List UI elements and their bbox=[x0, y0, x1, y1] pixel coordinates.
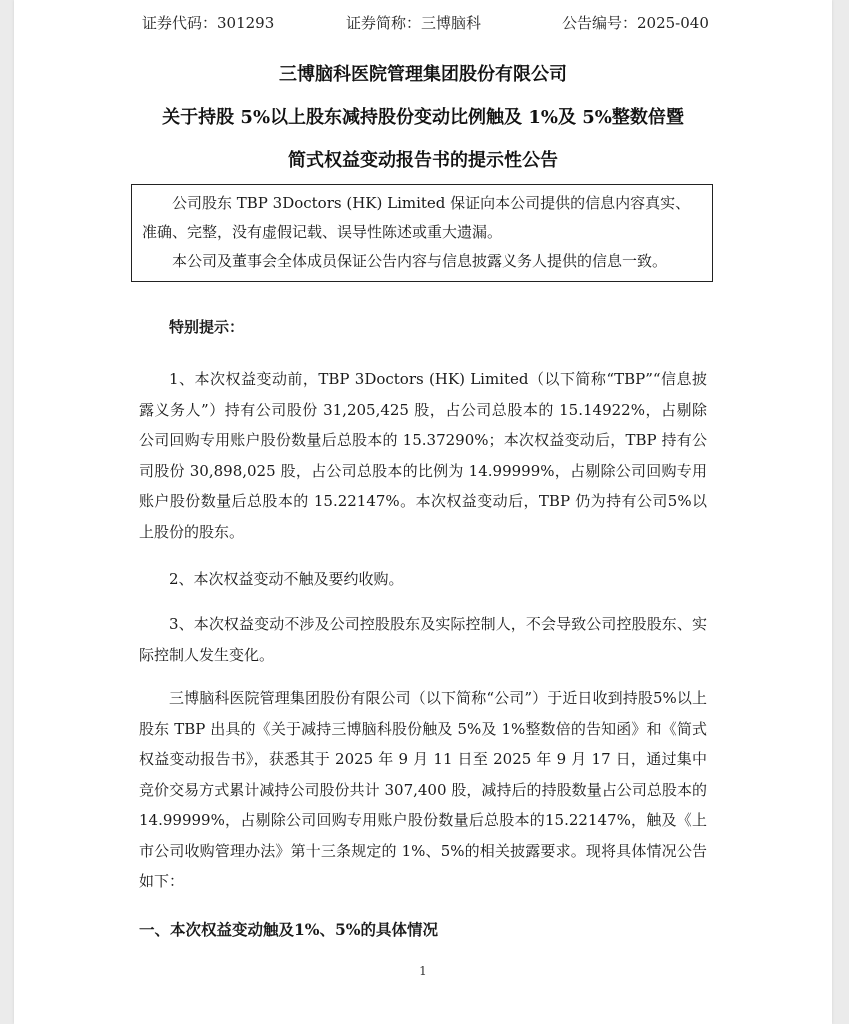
guarantee-notice-box bbox=[131, 184, 713, 282]
company-name-title: 三博脑科医院管理集团股份有限公司 bbox=[279, 64, 567, 85]
announcement-title-line2: 简式权益变动报告书的提示性公告 bbox=[288, 150, 558, 171]
announcement-title-line1: 关于持股 5%以上股东减持股份变动比例触及 1%及 5%整数倍暨 bbox=[162, 107, 684, 128]
announcement-header bbox=[14, 12, 832, 36]
section-1-heading: 一、本次权益变动触及1%、5%的具体情况 bbox=[139, 920, 439, 939]
special-tips-heading: 特别提示： bbox=[169, 318, 245, 336]
stock-abbreviation: 证券简称：三博脑科 bbox=[346, 14, 482, 32]
special-tip-item-3: 3、本次权益变动不涉及公司控股股东及实际控制人，不会导致公司控股股东、实际控制人发生变化。 bbox=[139, 615, 707, 664]
special-tip-item-2: 2、本次权益变动不触及要约收购。 bbox=[169, 570, 404, 588]
page-number: 1 bbox=[419, 964, 427, 978]
stock-code: 证券代码：301293 bbox=[142, 14, 275, 32]
intro-paragraph: 三博脑科医院管理集团股份有限公司（以下简称“公司”）于近日收到持股5%以上股东 TBP 出具的《关于减持三博脑科股份触及 5%及 1%整数倍的告知函》和《简式权益变动报告书》，获悉其于 2025 年 9 月 11 日至 2025 年 9 月 17 日，通过集中竞价交易方式累计减持公司股份共计 307,400 股，减持后的持股数量占公司总股本的 14.99999%，占剔除公司回购专用账户股份数量后总股本的15.22147%，触及《上市公司收购管理办法》第十三条规定的 1%、5%的相关披露要求。现将具体情况公告如下： bbox=[139, 689, 707, 890]
document-page bbox=[14, 0, 832, 1024]
announcement-number: 公告编号：2025-040 bbox=[562, 14, 709, 32]
notice-board-guarantee: 本公司及董事会全体成员保证公告内容与信息披露义务人提供的信息一致。 bbox=[172, 252, 668, 270]
special-tip-item-1: 1、本次权益变动前，TBP 3Doctors (HK) Limited（以下简称“TBP”“信息披露义务人”）持有公司股份 31,205,425 股，占公司总股本的 15.14922%，占剔除公司回购专用账户股份数量后总股本的 15.37290%；本次权益变动后，TBP 持有公司股份 30,898,025 股，占公司总股本的比例为 14.99999%，占剔除公司回购专用账户股份数量后总股本的 15.22147%。本次权益变动后，TBP 仍为持有公司5%以上股份的股东。 bbox=[139, 370, 707, 541]
notice-shareholder-guarantee: 公司股东 TBP 3Doctors (HK) Limited 保证向本公司提供的信息内容真实、准确、完整，没有虚假记载、误导性陈述或重大遗漏。 bbox=[142, 194, 691, 241]
